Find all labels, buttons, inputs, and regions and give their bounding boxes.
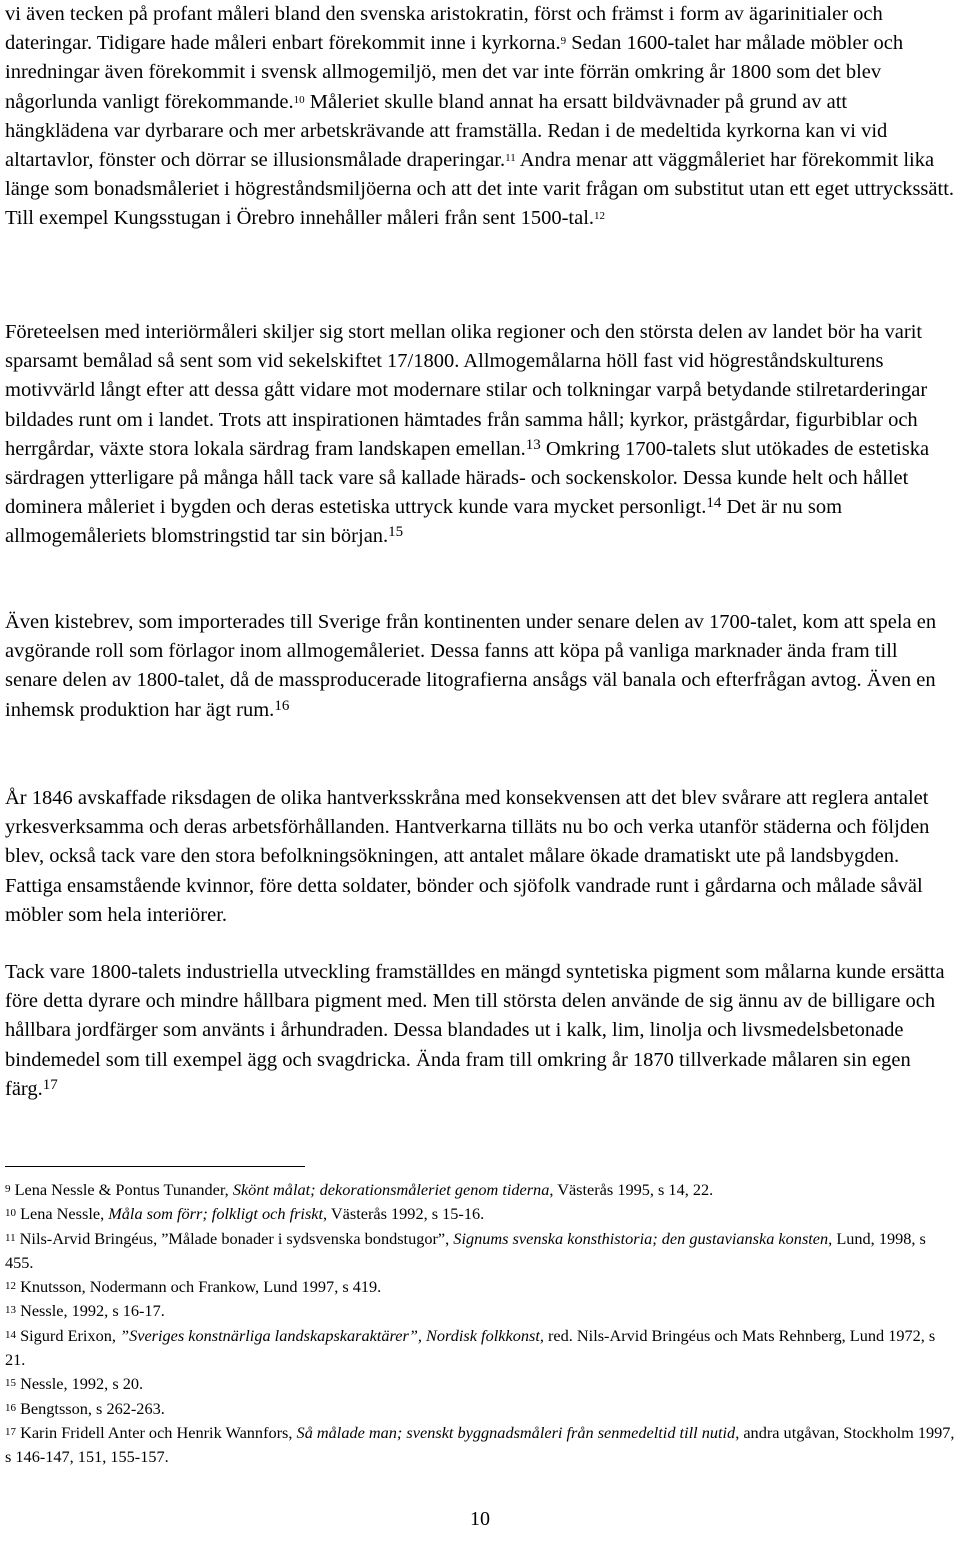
footnote-ref[interactable]: 13 xyxy=(525,436,541,453)
footnote-ref[interactable]: 17 xyxy=(42,1076,58,1093)
footnote-title: Skönt målat; dekorationsmåleriet genom tiderna xyxy=(232,1180,550,1199)
footnote-ref[interactable]: 10 xyxy=(293,93,305,106)
paragraph-text: Även kistebrev, som importerades till Sverige från kontinenten under senare delen av 1700-talet, kom att spela en avgörande roll som förlagor inom allmogemåleriet. Dessa fanns att köpa på vanliga marknader ända fram till senare delen av 1800-talet, då de massproducerade litografierna ansågs väl banala och efterfrågan avtog. Även en inhemsk produktion har ägt rum. xyxy=(5,611,937,721)
paragraph-text: Företeelsen med interiörmåleri skiljer sig stort mellan olika regioner och den största delen av landet bör ha varit sparsamt bemålad så sent som vid sekelskiftet 17/1800. Allmogemålarna höll fast vid högreståndskulturens motivvärld långt efter att dessa gått vidare mot modernare stilar och tolkningar varpå betydande stilretarderingar bildades runt om i landet. Trots att inspirationen hämtades från samma håll; kyrkor, prästgårdar, figurbiblar och herrgårdar, växte stora lokala särdrag fram landskapen emellan. xyxy=(5,321,928,460)
footnote-number: 12 xyxy=(5,1280,16,1293)
footnote-item xyxy=(5,1421,955,1470)
footnote-title: Måla som förr; folkligt och friskt xyxy=(108,1204,324,1224)
footnote-item xyxy=(5,1397,955,1421)
footnote-text: Nessle, 1992, s 16-17. xyxy=(16,1301,165,1321)
body-paragraph-4 xyxy=(5,784,955,930)
footnote-text: Karin Fridell Anter och Henrik Wannfors, xyxy=(16,1422,297,1442)
footnote-number: 17 xyxy=(5,1425,16,1438)
footnote-item xyxy=(5,1202,955,1226)
footnote-text: Knutsson, Nodermann och Frankow, Lund 1997, s 419. xyxy=(16,1277,382,1297)
footnote-text: Lund, 1998, s 455. xyxy=(5,1228,926,1272)
paragraph-text: vi även tecken på profant måleri bland den svenska aristokratin, först och främst i form av ägarinitialer och dateringar. Tidigare hade måleri enbart förekommit inne i kyrkorna. xyxy=(5,3,883,55)
footnote-item xyxy=(5,1227,955,1276)
paragraph-text: Måleriet skulle bland annat ha ersatt bildvävnader på grund av att hängklädena var dyrbarare och mer arbetskrävande att framställa. Redan i de medeltida kyrkorna kan vi vid altartavlor, fönster och dörrar se illusionsmålade draperingar. xyxy=(5,90,888,172)
body-paragraph-2 xyxy=(5,318,955,552)
paragraph-text: Tack vare 1800-talets industriella utveckling framställdes en mängd syntetiska pigment som målarna kunde ersätta före detta dyrare och mindre hållbara pigment med. Men till största delen använde de sig ännu av de billigare och hållbara jordfärger som använts i århundraden. Dessa blandades ut i kalk, lim, linolja och livsmedelsbetonade bindemedel som till exempel ägg och svagdricka. Ända fram till omkring år 1870 tillverkade målaren sin egen färg. xyxy=(5,961,945,1100)
footnote-text: Sigurd Erixon, xyxy=(16,1325,121,1345)
footnote-number: 14 xyxy=(5,1328,16,1341)
paragraph-text: Det är nu som allmogemåleriets blomstringstid tar sin början. xyxy=(5,496,843,548)
footnote-number: 11 xyxy=(5,1231,16,1244)
body-paragraph-5 xyxy=(5,958,955,1104)
footnote-text: Lena Nessle, xyxy=(16,1204,109,1224)
footnote-number: 13 xyxy=(5,1304,16,1317)
footnote-title: ”Sveriges konstnärliga landskapskaraktärer”, Nordisk folkkonst, xyxy=(120,1325,544,1345)
paragraph-text: Andra menar att väggmåleriet har förekommit lika länge som bonadsmåleriet i högreståndsmiljöerna och att det inte varit frågan om substitut utan ett eget uttryckssätt. Till exempel Kungsstugan i Örebro innehåller måleri från sent 1500-tal. xyxy=(5,149,955,230)
footnote-text: Nils-Arvid Bringéus, ”Målade bonader i sydsvenska bondstugor”, xyxy=(15,1228,454,1248)
body-paragraph-3 xyxy=(5,608,955,725)
footnote-number: 15 xyxy=(5,1377,16,1390)
footnote-text: Nessle, 1992, s 20. xyxy=(16,1374,144,1394)
footnote-text: , Västerås 1995, s 14, 22. xyxy=(549,1180,714,1199)
footnote-text: , andra utgåvan, Stockholm 1997, s 146-147, 151, 155-157. xyxy=(5,1422,955,1467)
footnote-ref[interactable]: 11 xyxy=(505,152,516,165)
footnote-item xyxy=(5,1178,955,1202)
footnote-text: Lena Nessle & Pontus Tunander, xyxy=(10,1180,233,1199)
footnote-number: 10 xyxy=(5,1207,16,1220)
footnote-item xyxy=(5,1275,955,1299)
body-paragraph-1 xyxy=(5,0,955,234)
footnote-ref[interactable]: 12 xyxy=(594,210,606,223)
paragraph-text: År 1846 avskaffade riksdagen de olika hantverksskråna med konsekvensen att det blev svårare att reglera antalet yrkesverksamma och deras arbetsförhållanden. Hantverkarna tilläts nu bo och verka utanför städerna och följden blev, också tack vare den stora befolkningsökningen, att antalet målare ökade dramatiskt ute på landsbygden. Fattiga ensamstående kvinnor, före detta soldater, bönder och sjöfolk vandrade runt i gårdarna och målade såväl möbler som hela interiörer. xyxy=(5,787,930,926)
paragraph-text: Sedan 1600-talet har målade möbler och inredningar även förekommit i svensk allmogemiljö, men det var inte förrän omkring år 1800 som det blev någorlunda vanligt förekommande. xyxy=(5,32,904,113)
page-number: 10 xyxy=(470,1508,490,1530)
footnote-item xyxy=(5,1372,955,1396)
footnote-separator xyxy=(5,1166,305,1167)
footnote-item xyxy=(5,1299,955,1323)
footnote-ref[interactable]: 15 xyxy=(388,524,404,541)
footnote-number: 9 xyxy=(5,1183,11,1195)
paragraph-text: Omkring 1700-talets slut utökades de estetiska särdragen ytterligare på många håll tack vare så kallade härads- och sockenskolor. Dessa kunde helt och hållet dominera måleriet i bygden och deras estetiska uttryck kunde vara mycket personligt. xyxy=(5,437,930,519)
footnote-title: Så målade man; svenskt byggnadsmåleri från senmedeltid till nutid xyxy=(296,1422,736,1442)
footnote-text: , Västerås 1992, s 15-16. xyxy=(323,1204,485,1224)
footnote-item xyxy=(5,1324,955,1373)
footnote-title: Signums svenska konsthistoria; den gustavianska konsten, xyxy=(453,1228,833,1248)
footnote-text: red. Nils-Arvid Bringéus och Mats Rehnberg, Lund 1972, s 21. xyxy=(5,1325,936,1370)
footnote-ref[interactable]: 9 xyxy=(560,35,567,48)
footnote-number: 16 xyxy=(5,1401,16,1414)
footnote-ref[interactable]: 14 xyxy=(706,495,722,512)
footnote-ref[interactable]: 16 xyxy=(274,697,290,714)
footnote-text: Bengtsson, s 262-263. xyxy=(16,1398,165,1418)
footnotes xyxy=(5,1178,955,1470)
